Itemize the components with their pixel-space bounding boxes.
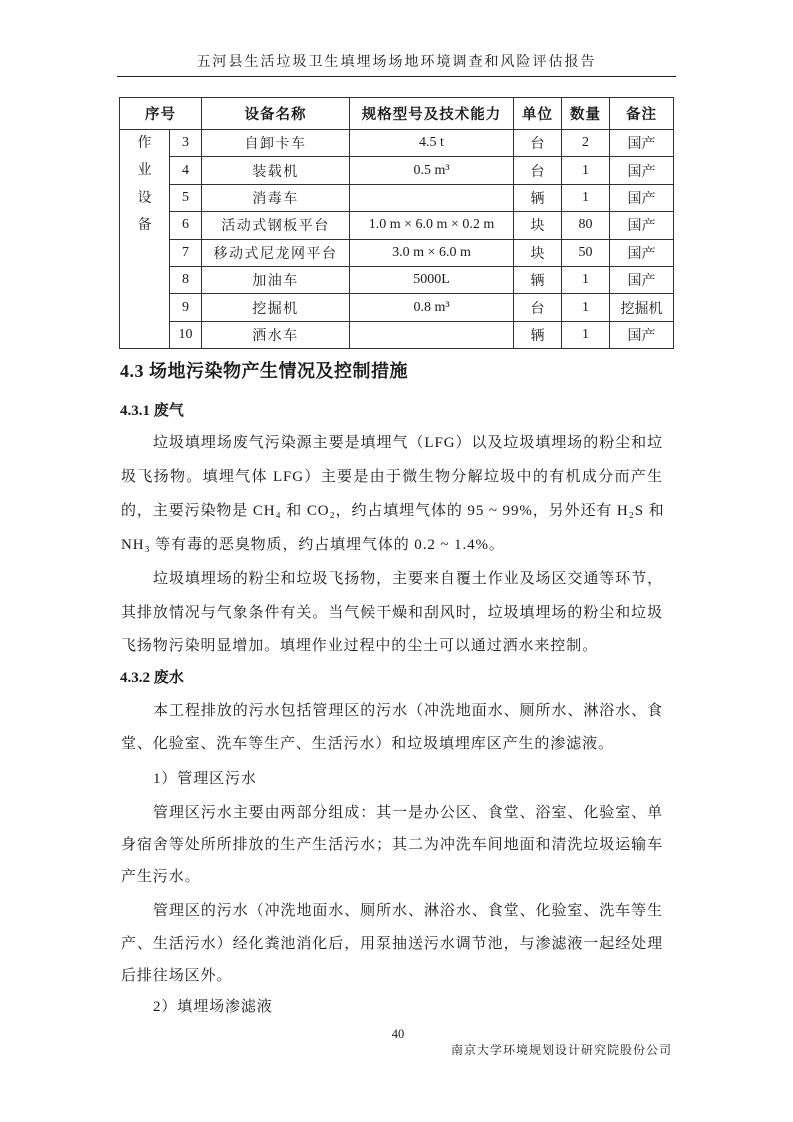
- cell-unit: 台: [514, 130, 562, 157]
- group-label-char: 业: [137, 163, 152, 179]
- col-header-spec: 规格型号及技术能力: [350, 98, 514, 130]
- table-row: [120, 266, 674, 293]
- cell-no: 7: [170, 239, 202, 266]
- table-row: [120, 321, 674, 348]
- paragraph-line: 垃圾填埋场废气污染源主要是填埋气（LFG）以及垃圾填埋场的粉尘和垃: [153, 435, 663, 451]
- paragraph-line: 本工程排放的污水包括管理区的污水（冲洗地面水、厕所水、淋浴水、食: [153, 703, 663, 719]
- cell-unit: 辆: [514, 321, 562, 348]
- paragraph-line: 的，主要污染物是 CH₄ 和 CO₂，约占填埋气体的 95 ~ 99%，另外还有 H₂S 和: [121, 503, 665, 519]
- paragraph-line: 身宿舍等处所所排放的生产生活污水；其二为冲洗车间地面和清洗垃圾运输车: [121, 837, 663, 853]
- paragraph-line: 后排往场区外。: [121, 968, 233, 984]
- cell-note: 国产: [610, 239, 674, 266]
- cell-qty: 1: [562, 266, 610, 293]
- paragraph-line: 管理区的污水（冲洗地面水、厕所水、淋浴水、食堂、化验室、洗车等生: [153, 903, 663, 919]
- cell-spec: [350, 184, 514, 211]
- cell-qty: 1: [562, 157, 610, 184]
- subsection-label: 2）填埋场渗滤液: [153, 999, 273, 1015]
- cell-no: 6: [170, 212, 202, 239]
- cell-name: 挖掘机: [202, 294, 350, 321]
- col-header-note: 备注: [610, 98, 674, 130]
- cell-qty: 2: [562, 130, 610, 157]
- paragraph-line: 产、生活污水）经化粪池消化后，用泵抽送污水调节池，与渗滤液一起经处理: [121, 936, 663, 952]
- cell-name: 移动式尼龙网平台: [202, 239, 350, 266]
- table-row: [120, 184, 674, 211]
- col-header-unit: 单位: [514, 98, 562, 130]
- table-row: [120, 294, 674, 321]
- col-header-qty: 数量: [562, 98, 610, 130]
- cell-unit: 台: [514, 294, 562, 321]
- paragraph-line: 产生污水。: [121, 869, 201, 885]
- cell-note: 国产: [610, 184, 674, 211]
- paragraph-line: NH₃ 等有毒的恶臭物质，约占填埋气体的 0.2 ~ 1.4%。: [121, 537, 505, 553]
- cell-qty: 1: [562, 184, 610, 211]
- cell-no: 5: [170, 184, 202, 211]
- cell-unit: 辆: [514, 184, 562, 211]
- cell-name: 消毒车: [202, 184, 350, 211]
- cell-note: 挖掘机: [610, 294, 674, 321]
- table-row: [120, 239, 674, 266]
- cell-spec: 3.0 m × 6.0 m: [350, 239, 514, 266]
- cell-name: 洒水车: [202, 321, 350, 348]
- cell-no: 8: [170, 266, 202, 293]
- cell-note: 国产: [610, 321, 674, 348]
- table-row: [120, 130, 674, 157]
- cell-qty: 80: [562, 212, 610, 239]
- paragraph-line: 堂、化验室、洗车等生产、生活污水）和垃圾填埋库区产生的渗滤液。: [121, 736, 614, 752]
- table-row: [120, 212, 674, 239]
- equipment-table: [119, 97, 674, 349]
- section-heading-4-3-1: 4.3.1 废气: [120, 403, 184, 419]
- cell-unit: 块: [514, 239, 562, 266]
- cell-note: 国产: [610, 157, 674, 184]
- col-header-name: 设备名称: [202, 98, 350, 130]
- cell-unit: 块: [514, 212, 562, 239]
- cell-spec: 1.0 m × 6.0 m × 0.2 m: [350, 212, 514, 239]
- table-header-row: [120, 98, 674, 130]
- running-header-title: 五河县生活垃圾卫生填埋场场地环境调查和风险评估报告: [196, 55, 597, 70]
- group-label-char: 备: [137, 218, 152, 234]
- header-rule: [117, 76, 676, 77]
- section-heading-4-3: 4.3 场地污染物产生情况及控制措施: [120, 361, 408, 381]
- cell-note: 国产: [610, 266, 674, 293]
- paragraph-line: 圾飞扬物。填埋气体 LFG）主要是由于微生物分解垃圾中的有机成分而产生: [121, 469, 663, 485]
- cell-name: 加油车: [202, 266, 350, 293]
- cell-note: 国产: [610, 130, 674, 157]
- group-label-cell: [120, 130, 170, 349]
- paragraph-line: 垃圾填埋场的粉尘和垃圾飞扬物，主要来自覆土作业及场区交通等环节，: [153, 571, 663, 587]
- cell-unit: 台: [514, 157, 562, 184]
- cell-no: 4: [170, 157, 202, 184]
- cell-no: 10: [170, 321, 202, 348]
- cell-spec: 0.5 m³: [350, 157, 514, 184]
- cell-qty: 1: [562, 321, 610, 348]
- cell-spec: [350, 321, 514, 348]
- paragraph-line: 其排放情况与气象条件有关。当气候干燥和刮风时，垃圾填埋场的粉尘和垃圾: [121, 605, 663, 621]
- cell-no: 3: [170, 130, 202, 157]
- cell-unit: 辆: [514, 266, 562, 293]
- cell-name: 自卸卡车: [202, 130, 350, 157]
- cell-spec: 0.8 m³: [350, 294, 514, 321]
- cell-spec: 4.5 t: [350, 130, 514, 157]
- cell-no: 9: [170, 294, 202, 321]
- group-label-char: 作: [137, 136, 152, 151]
- cell-note: 国产: [610, 212, 674, 239]
- paragraph-line: 管理区污水主要由两部分组成：其一是办公区、食堂、浴室、化验室、单: [153, 805, 663, 821]
- paragraph-line: 飞扬物污染明显增加。填埋作业过程中的尘土可以通过洒水来控制。: [121, 638, 599, 654]
- section-heading-4-3-2: 4.3.2 废水: [120, 670, 184, 686]
- footer-organization: 南京大学环境规划设计研究院股份公司: [450, 1043, 672, 1057]
- page-number: 40: [391, 1027, 405, 1041]
- table-row: [120, 157, 674, 184]
- col-header-no: 序号: [120, 98, 202, 130]
- cell-qty: 50: [562, 239, 610, 266]
- cell-qty: 1: [562, 294, 610, 321]
- cell-name: 装载机: [202, 157, 350, 184]
- cell-name: 活动式钢板平台: [202, 212, 350, 239]
- group-label-char: 设: [137, 190, 152, 206]
- subsection-label: 1）管理区污水: [153, 771, 257, 787]
- cell-spec: 5000L: [350, 266, 514, 293]
